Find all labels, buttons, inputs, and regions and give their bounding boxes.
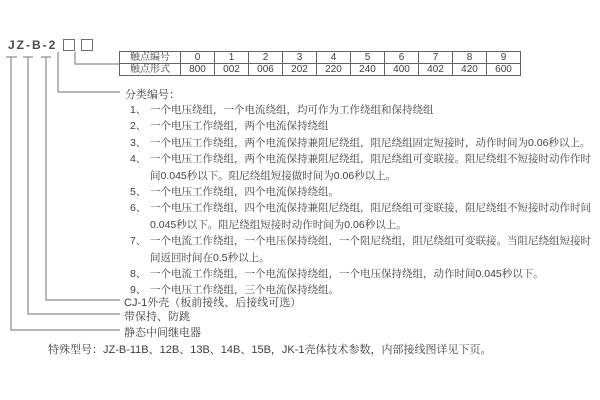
list-item-number [130,250,150,266]
callout-case: CJ-1外壳（板前接线、后接线可选） [124,297,302,309]
list-item-text: 间返回时间在0.5秒以上。 [150,251,270,264]
list-item-number: 7、 [130,235,147,248]
leader-box2-to-table [75,52,119,64]
list-item-text: 一个电流工作绕组，一个电流保持绕组，一个电压保持绕组，动作时间0.045秒以下。 [150,268,544,281]
list-item-text: 一个电压工作绕组，四个电流保持绕组。 [150,186,339,199]
list-item-number: 9、 [130,284,147,297]
table-cell: 7 [419,52,453,64]
table-cell: 8 [453,52,487,64]
table-cell: 600 [487,64,521,76]
table-cell: 006 [249,64,283,76]
list-item-text: 一个电压绕组，一个电流绕组，均可作为工作绕组和保持绕组 [150,104,434,116]
leader-b-to-hold [28,57,120,314]
list-item [130,118,598,134]
classification-digit-box [63,39,75,51]
list-item-number: 6、 [130,202,147,215]
table-cell: 9 [487,52,521,64]
list-item-text: 一个电压工作绕组，两个电流保持绕组 [150,120,329,133]
table-row-contact-form [120,64,521,76]
table-cell: 202 [283,64,317,76]
list-item [130,233,598,249]
table-cell: 1 [215,52,249,64]
list-item-number: 1、 [130,104,147,116]
table-cell: 3 [283,52,317,64]
table-row-contact-number [120,52,521,64]
list-item-text: 一个电压工作绕组，三个电流保持绕组。 [150,284,339,297]
table-cell: 220 [317,64,351,76]
list-item-text: 一个电压工作绕组，两个电流保持兼阻尼绕组，阻尼绕组固定短接时，动作时间为0.06秒以上。 [150,136,591,149]
list-item [130,151,598,167]
contact-digit-box [81,39,93,51]
model-code [8,38,93,52]
list-item-number: 8、 [130,268,147,281]
table-cell: 6 [385,52,419,64]
list-item [130,135,598,151]
list-item-number [130,217,150,233]
table-cell: 0 [181,52,215,64]
list-item-continuation [130,217,598,233]
table-cell: 240 [351,64,385,76]
special-models-footnote: 特殊型号：JZ-B-11B、12B、13B、14B、15B，JK-1壳体技术参数，内部接线图详见下页。 [48,344,492,356]
table-cell: 4 [317,52,351,64]
table-cell: 402 [419,64,453,76]
leader-box1-to-classification [58,52,120,92]
list-item-text: 一个电压工作绕组，四个电流保持兼阻尼绕组，阻尼绕组可变联接，阻尼绕组不短接时动作时间 [150,202,591,215]
leader-jz-to-relay [11,57,120,330]
list-item-continuation [130,250,598,266]
list-item-number: 4、 [130,153,147,166]
callout-relay-type: 静态中间继电器 [124,327,201,339]
list-item [130,200,598,216]
model-code-text: JZ-B-2 [8,38,58,52]
list-item-text: 间0.045秒以下。阻尼绕组短接做时间为0.06秒以上。 [150,169,397,182]
list-item [130,266,598,282]
list-item-text: 0.045秒以下。阻尼绕组短接时动作时间为0.06秒以上。 [150,218,407,231]
list-item-number: 2、 [130,120,147,133]
table-cell: 420 [453,64,487,76]
row-header-contact-number: 触点编号 [120,52,181,64]
contact-table [119,51,521,76]
table-cell: 5 [351,52,385,64]
list-item [130,102,598,118]
list-item [130,184,598,200]
classification-list [130,102,598,299]
list-item-number: 3、 [130,136,147,149]
list-item-number: 5、 [130,186,147,199]
list-item-number [130,168,150,184]
list-item-text: 一个电流工作绕组，一个电压保持绕组，一个阻尼绕组，阻尼绕组可变联接。当阻尼绕组短接时 [150,235,591,248]
callout-hold-antipump: 带保持、防跳 [124,311,190,323]
list-item-text: 一个电压工作绕组，两个电流保持兼阻尼绕组，阻尼绕组可变联接。阻尼绕组不短接时动作作时 [150,153,591,166]
list-item-continuation [130,168,598,184]
classification-heading: 分类编号： [125,89,180,101]
leader-2-to-case [46,57,120,300]
table-cell: 400 [385,64,419,76]
table-cell: 002 [215,64,249,76]
table-cell: 800 [181,64,215,76]
table-cell: 2 [249,52,283,64]
row-header-contact-form: 触点形式 [120,64,181,76]
